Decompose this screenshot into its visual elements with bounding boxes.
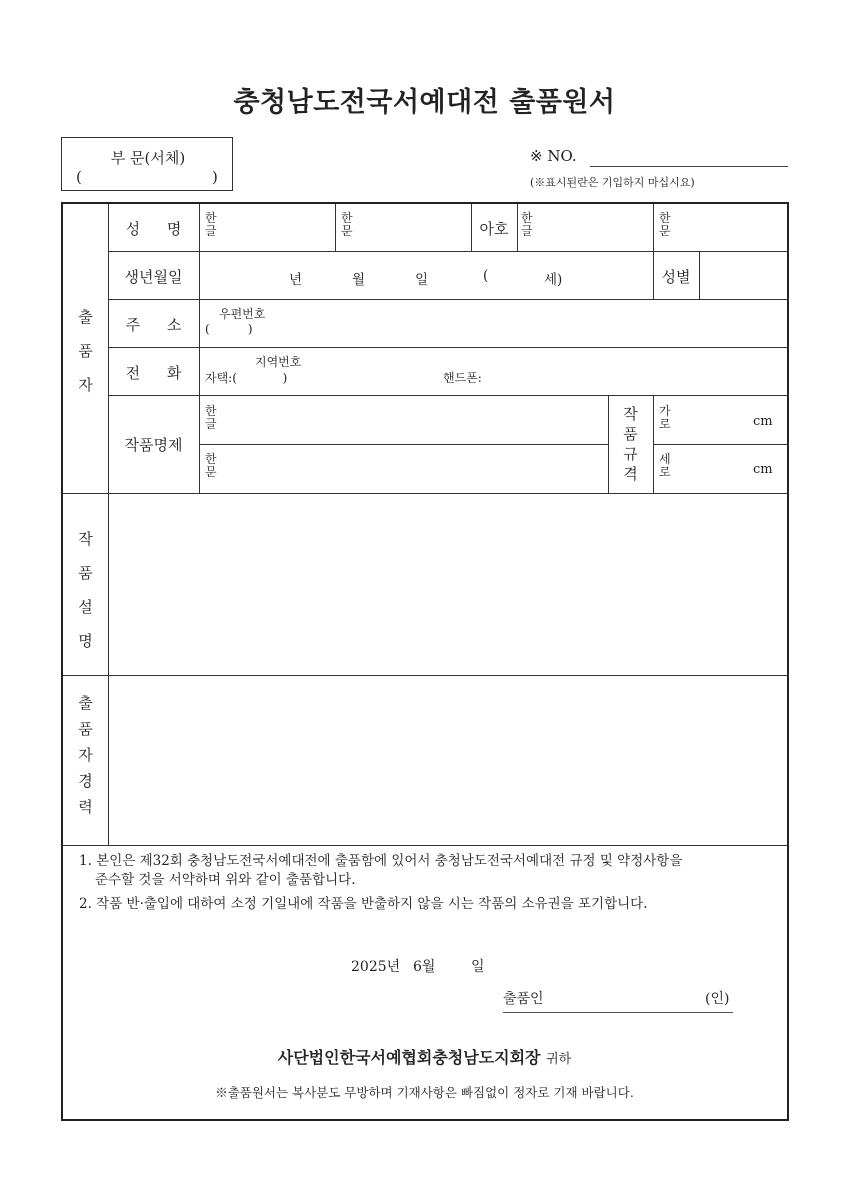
age-unit: 세) [544, 272, 563, 288]
mobile-phone-field[interactable]: 핸드폰: [443, 371, 482, 385]
row-divider [199, 444, 608, 445]
career-field[interactable] [109, 676, 789, 845]
career-label: 출 품 자 경 력 [78, 694, 93, 816]
signature-label: 출품인 [503, 991, 544, 1007]
column-divider [653, 395, 654, 493]
signature-line[interactable] [503, 1012, 733, 1013]
registration-number-note: (※표시된란은 기입하지 마십시요) [530, 176, 695, 189]
birth-date-label: 생년월일 [124, 268, 183, 286]
registration-number-field[interactable] [590, 166, 788, 167]
applicant-section-label: 출 품 자 [78, 308, 93, 394]
row-divider [108, 395, 789, 396]
date-month: 6월 [413, 959, 436, 975]
date-year: 2025년 [351, 959, 401, 975]
work-title-hangul-field[interactable]: 한 글 [205, 404, 217, 431]
birth-day-unit: 일 [415, 272, 429, 288]
column-divider [335, 204, 336, 251]
registration-number-label: ※ NO. [530, 147, 577, 165]
work-description-label: 작 품 설 명 [78, 530, 93, 650]
category-box[interactable] [61, 137, 233, 191]
age-open-paren: ( [483, 268, 489, 284]
width-label: 가 로 [659, 404, 671, 431]
pen-name-hangul-field[interactable]: 한 글 [521, 211, 533, 238]
row-divider [653, 444, 789, 445]
gender-label: 성별 [661, 268, 691, 286]
term-1-line-1: 1. 본인은 제32회 충청남도전국서예대전에 출품함에 있어서 충청남도전국서예대전 규정 및 약정사항을 [79, 853, 683, 869]
address-label: 주 소 [125, 316, 182, 334]
section-divider [63, 845, 789, 846]
column-divider [517, 204, 518, 251]
name-hanja-field[interactable]: 한 문 [341, 211, 353, 238]
height-label: 세 로 [659, 452, 671, 479]
name-hangul-field[interactable]: 한 글 [205, 211, 217, 238]
row-divider [108, 347, 789, 348]
postal-code-field[interactable]: ( ) [205, 322, 253, 336]
date-day: 일 [471, 959, 485, 975]
postal-code-label: 우편번호 [219, 307, 266, 321]
work-size-label: 작 품 규 격 [623, 405, 638, 483]
height-unit: cm [753, 462, 773, 477]
area-code-label: 지역번호 [255, 355, 302, 369]
birth-month-unit: 월 [352, 272, 366, 288]
width-unit: cm [753, 414, 773, 429]
row-divider [108, 299, 789, 300]
footer-note: ※출품원서는 복사분도 무방하며 기재사항은 빠짐없이 정자로 기재 바랍니다. [215, 1085, 634, 1100]
term-1-line-2: 준수할 것을 서약하며 위와 같이 출품합니다. [95, 872, 356, 888]
pen-name-label: 아호 [479, 220, 509, 238]
work-title-label: 작품명제 [124, 436, 183, 454]
seal-mark: (인) [705, 991, 730, 1007]
work-description-field[interactable] [109, 494, 789, 675]
phone-label: 전 화 [125, 364, 182, 382]
term-2: 2. 작품 반·출입에 대하여 소정 기일내에 작품을 반출하지 않을 시는 작품의 소유권을 포기합니다. [79, 896, 648, 912]
category-open-paren: ( [76, 168, 82, 186]
name-label: 성 명 [125, 220, 182, 238]
application-form-table [61, 202, 789, 1121]
category-close-paren: ) [212, 168, 218, 186]
birth-year-unit: 년 [289, 272, 303, 288]
addressee [0, 1045, 849, 1068]
column-divider [199, 204, 200, 493]
category-label: 부 문(서체) [110, 149, 186, 167]
form-title: 충청남도전국서예대전 출품원서 [233, 87, 616, 118]
work-title-hanja-field[interactable]: 한 문 [205, 452, 217, 479]
addressee-org: 사단법인한국서예협회충청남도지회장 [277, 1048, 541, 1067]
row-divider [108, 251, 789, 252]
addressee-suffix: 귀하 [546, 1052, 572, 1067]
pen-name-hanja-field[interactable]: 한 문 [659, 211, 671, 238]
home-phone-field[interactable]: 자택:( ) [205, 371, 288, 385]
gender-field[interactable] [700, 252, 789, 299]
